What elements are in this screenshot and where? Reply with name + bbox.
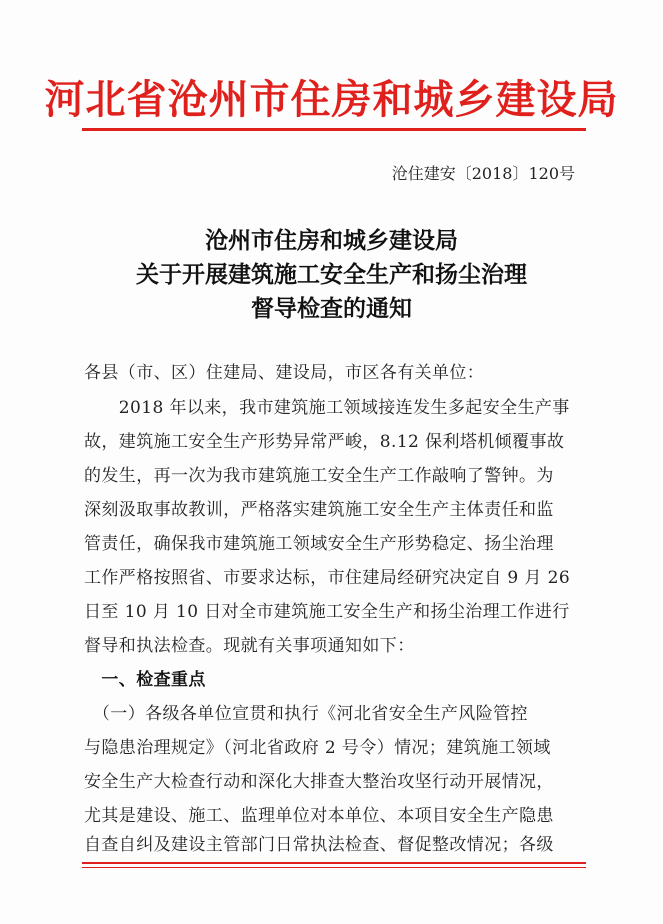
title-line-3: 督导检查的通知 (251, 295, 412, 322)
agency-letterhead: 河北省沧州市住房和城乡建设局 (44, 76, 619, 123)
paragraph-line: 自查自纠及建设主管部门日常执法检查、督促整改情况；各级 (84, 835, 554, 855)
paragraph-line: 故，建筑施工安全生产形势异常严峻，8.12 保利塔机倾覆事故 (84, 432, 565, 452)
paragraph-line: 督导和执法检查。现就有关事项通知如下： (84, 636, 415, 656)
title-line-2: 关于开展建筑施工安全生产和扬尘治理 (136, 261, 527, 288)
paragraph-line: 尤其是建设、施工、监理单位对本单位、本项目安全生产隐患 (84, 806, 554, 826)
paragraph-line: 2018 年以来，我市建筑施工领域接连发生多起安全生产事 (84, 398, 570, 418)
title-line-1: 沧州市住房和城乡建设局 (205, 227, 458, 254)
letterhead-divider (82, 128, 586, 131)
paragraph-line: 安全生产大检查行动和深化大排查大整治攻坚行动开展情况， (84, 772, 554, 792)
paragraph-line: 深刻汲取事故教训，严格落实建筑施工安全生产主体责任和监 (84, 500, 554, 520)
section-heading: 一、检查重点 (84, 670, 206, 690)
paragraph-line: 日至 10 月 10 日对全市建筑施工安全生产和扬尘治理工作进行 (84, 602, 570, 622)
salutation: 各县（市、区）住建局、建设局，市区各有关单位： (84, 363, 485, 383)
paragraph-line: 的发生，再一次为我市建筑施工安全生产工作敲响了警钟。为 (84, 466, 554, 486)
paragraph-line: （一）各级各单位宣贯和执行《河北省安全生产风险管控 (84, 704, 528, 724)
paragraph-line: 工作严格按照省、市要求达标，市住建局经研究决定自 9 月 26 (84, 568, 571, 588)
footer-divider (82, 862, 586, 864)
document-number: 沧住建安〔2018〕120号 (391, 164, 575, 183)
paragraph-line: 管责任，确保我市建筑施工领域安全生产形势稳定、扬尘治理 (84, 534, 554, 554)
paragraph-line: 与隐患治理规定》（河北省政府 2 号令）情况；建筑施工领域 (84, 738, 551, 758)
